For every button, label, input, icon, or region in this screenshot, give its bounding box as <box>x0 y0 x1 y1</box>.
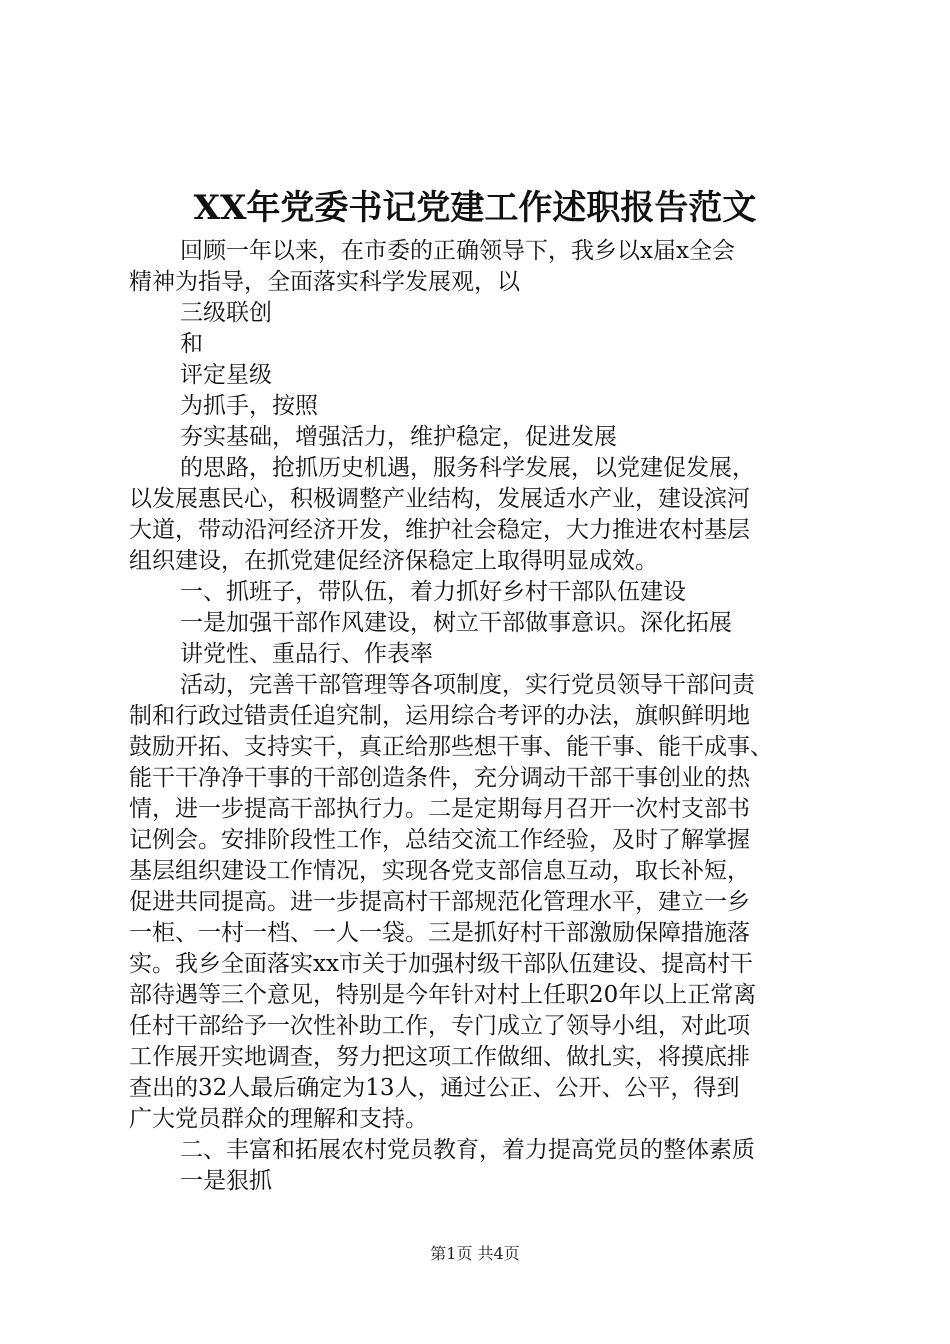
document-title: XX年党委书记党建工作述职报告范文 <box>193 188 757 228</box>
paragraph-line: 为抓手，按照 <box>180 393 318 419</box>
paragraph-line: 制和行政过错责任追究制，运用综合考评的办法，旗帜鲜明地 <box>129 703 750 729</box>
paragraph-line: 基层组织建设工作情况，实现各党支部信息互动，取长补短， <box>129 858 750 884</box>
paragraph-line: 一是加强干部作风建设，树立干部做事意识。深化拓展 <box>180 610 732 636</box>
document-body <box>129 236 829 1197</box>
paragraph-line: 回顾一年以来，在市委的正确领导下，我乡以x届x全会 <box>180 238 735 264</box>
paragraph-line: 以发展惠民心，积极调整产业结构，发展适水产业，建设滨河 <box>129 486 750 512</box>
page-footer: 第1页 共4页 <box>430 1244 520 1263</box>
paragraph-line: 实。我乡全面落实xx市关于加强村级干部队伍建设、提高村干 <box>129 951 753 977</box>
paragraph-line: 一柜、一村一档、一人一袋。三是抓好村干部激励保障措施落 <box>129 920 750 946</box>
paragraph-line: 活动，完善干部管理等各项制度，实行党员领导干部问责 <box>180 672 755 698</box>
paragraph-line: 评定星级 <box>180 362 272 388</box>
paragraph-line: 工作展开实地调查，努力把这项工作做细、做扎实，将摸底排 <box>129 1044 750 1070</box>
paragraph-line: 任村干部给予一次性补助工作，专门成立了领导小组，对此项 <box>129 1013 750 1039</box>
paragraph-line: 三级联创 <box>180 300 272 326</box>
paragraph-line: 和 <box>180 331 203 357</box>
paragraph-line: 鼓励开拓、支持实干，真正给那些想干事、能干事、能干成事、 <box>129 734 773 760</box>
paragraph-line: 广大党员群众的理解和支持。 <box>129 1106 428 1132</box>
paragraph-line: 一是狠抓 <box>180 1168 272 1194</box>
paragraph-line: 情，进一步提高干部执行力。二是定期每月召开一次村支部书 <box>129 796 750 822</box>
paragraph-line: 二、丰富和拓展农村党员教育，着力提高党员的整体素质 <box>180 1137 755 1163</box>
paragraph-line: 部待遇等三个意见，特别是今年针对村上任职20年以上正常离 <box>129 982 757 1008</box>
paragraph-line: 大道，带动沿河经济开发，维护社会稳定，大力推进农村基层 <box>129 517 750 543</box>
paragraph-line: 记例会。安排阶段性工作，总结交流工作经验，及时了解掌握 <box>129 827 750 853</box>
paragraph-line: 的思路，抢抓历史机遇，服务科学发展，以党建促发展， <box>180 455 755 481</box>
paragraph-line: 讲党性、重品行、作表率 <box>180 641 433 667</box>
paragraph-line: 夯实基础，增强活力，维护稳定，促进发展 <box>180 424 617 450</box>
paragraph-line: 组织建设，在抓党建促经济保稳定上取得明显成效。 <box>129 548 658 574</box>
paragraph-line: 精神为指导，全面落实科学发展观，以 <box>129 269 520 295</box>
paragraph-line: 一、抓班子，带队伍，着力抓好乡村干部队伍建设 <box>180 579 686 605</box>
paragraph-line: 查出的32人最后确定为13人，通过公正、公开、公平，得到 <box>129 1075 740 1101</box>
paragraph-line: 促进共同提高。进一步提高村干部规范化管理水平，建立一乡 <box>129 889 750 915</box>
paragraph-line: 能干干净净干事的干部创造条件，充分调动干部干事创业的热 <box>129 765 750 791</box>
